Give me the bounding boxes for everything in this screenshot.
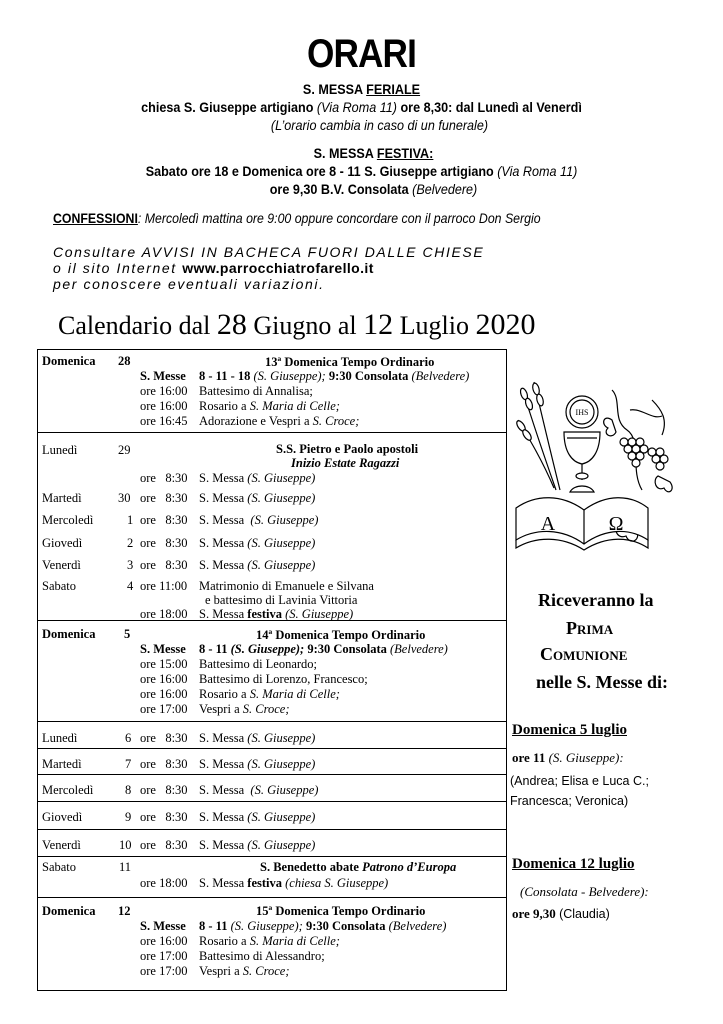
svg-text:IHS: IHS [575,408,589,417]
book-icon [516,498,648,550]
consult-line-3: per conoscere eventuali variazioni. [53,276,325,292]
feriale-heading: S. MESSA FERIALE [302,81,421,97]
consult-line-2: o il sito Internet www.parrocchiatrofarello.it [53,260,374,276]
confessioni-line: CONFESSIONI: Mercoledì mattina ore 9:00 oppure concordare con il parroco Don Sergio [53,210,541,226]
dom5-names-2: Francesca; Veronica) [510,794,629,808]
eucharist-illustration [512,380,676,560]
festiva-heading: S. MESSA FESTIVA: [313,145,434,161]
dom5-heading: Domenica 5 luglio [512,722,627,738]
row-divider [38,774,506,775]
festiva-line-2: ore 9,30 B.V. Consolata (Belvedere) [269,181,478,197]
svg-text:Ω: Ω [608,513,624,535]
consult-line-1: Consultare AVVISI IN BACHECA FUORI DALLE CHIESE [53,244,485,260]
side-heading-2: Prima [566,618,614,638]
dom12-heading: Domenica 12 luglio [512,856,635,872]
feriale-note: (L’orario cambia in caso di un funerale) [270,117,489,133]
host-icon [566,396,598,428]
dom5-names-1: (Andrea; Elisa e Luca C.; [510,774,649,788]
row-divider [38,432,506,433]
calendar-table: Domenica 28 13ª Domenica Tempo Ordinario S. Messe 8 - 11 - 18 (S. Giuseppe); 9:30 Consolata (Belvedere) ore 16:00 Battesimo di Annalisa; ore 16:00 Rosario a S. Maria di Celle; ore 16:45 Adorazione e Vespri a S. Croce; Lunedì 29 S.S. Pietro e Paolo apostoli Inizio Estate Ragazzi ore 8:30 S. Messa (S. Giuseppe) Martedì 30 ore 8:30 S. Messa (S. Giuseppe) Mercoledì 1 ore 8:30 S. Messa (S. Giuseppe) Giovedì 2 ore 8:30 S. Messa (S. Giuseppe) Venerdì 3 ore 8:30 S. Messa (S. Giuseppe) Sabato 4 ore 11:00 Matrimonio di Emanuele e Silvana e battesimo di Lavinia Vittoria ore 18:00 S. Messa festiva (S. Giuseppe) Domenica 5 14ª Domenica Tempo Ordinario S. Messe 8 - 11 (S. Giuseppe); 9:30 Consolata (Belvedere) ore 15:00 Battesimo di Leonardo; ore 16:00 Battesimo di Lorenzo, Francesco; ore 16:00 Rosario a S. Maria di Celle; ore 17:00 Vespri a S. Croce; Lunedì 6 ore 8:30 S. Messa (S. Giuseppe) Martedì 7 ore 8:30 S. Messa (S. Giuseppe) Mercoledì 8 ore 8:30 S. Messa (S. Giuseppe) Giovedì 9 ore 8:30 S. Messa (S. Giuseppe) Venerdì 10 ore 8:30 S. Messa (S. Giuseppe) Sabato 11 S. Benedetto abate Patrono d’Europa ore 18:00 S. Messa festiva (chiesa S. Giuseppe) Domenica 12 15ª Domenica Tempo Ordinario S. Messe 8 - 11 (S. Giuseppe); 9:30 Consolata (Belvedere) ore 16:00 Rosario a S. Maria di Celle; ore 17:00 Battesimo di Alessandro; ore 17:00 Vespri a S. Croce; [37,349,507,991]
wheat-icon [515,382,560,490]
page-title: ORARI [306,32,417,76]
festiva-line-1: Sabato ore 18 e Domenica ore 8 - 11 S. Giuseppe artigiano (Via Roma 11) [145,163,578,179]
side-heading-3: Comunione [540,644,628,664]
side-heading-4: nelle S. Messe di: [536,672,668,692]
feriale-line: chiesa S. Giuseppe artigiano (Via Roma 11) ore 8,30: dal Lunedì al Venerdì [141,99,582,115]
row-divider [38,829,506,830]
calendar-title: Calendario dal 28 Giugno al 12 Luglio 2020 [58,308,536,341]
side-heading-1: Riceveranno la [538,590,654,610]
dom12-place: (Consolata - Belvedere): [520,884,649,899]
row-divider [38,856,506,857]
row-divider [38,748,506,749]
chalice-icon [564,432,600,492]
consult-block [53,244,484,292]
website-link[interactable]: www.parrocchiatrofarello.it [182,260,374,276]
row-divider [38,721,506,722]
svg-text:A: A [540,513,556,535]
row-divider [38,801,506,802]
row-divider [38,897,506,898]
